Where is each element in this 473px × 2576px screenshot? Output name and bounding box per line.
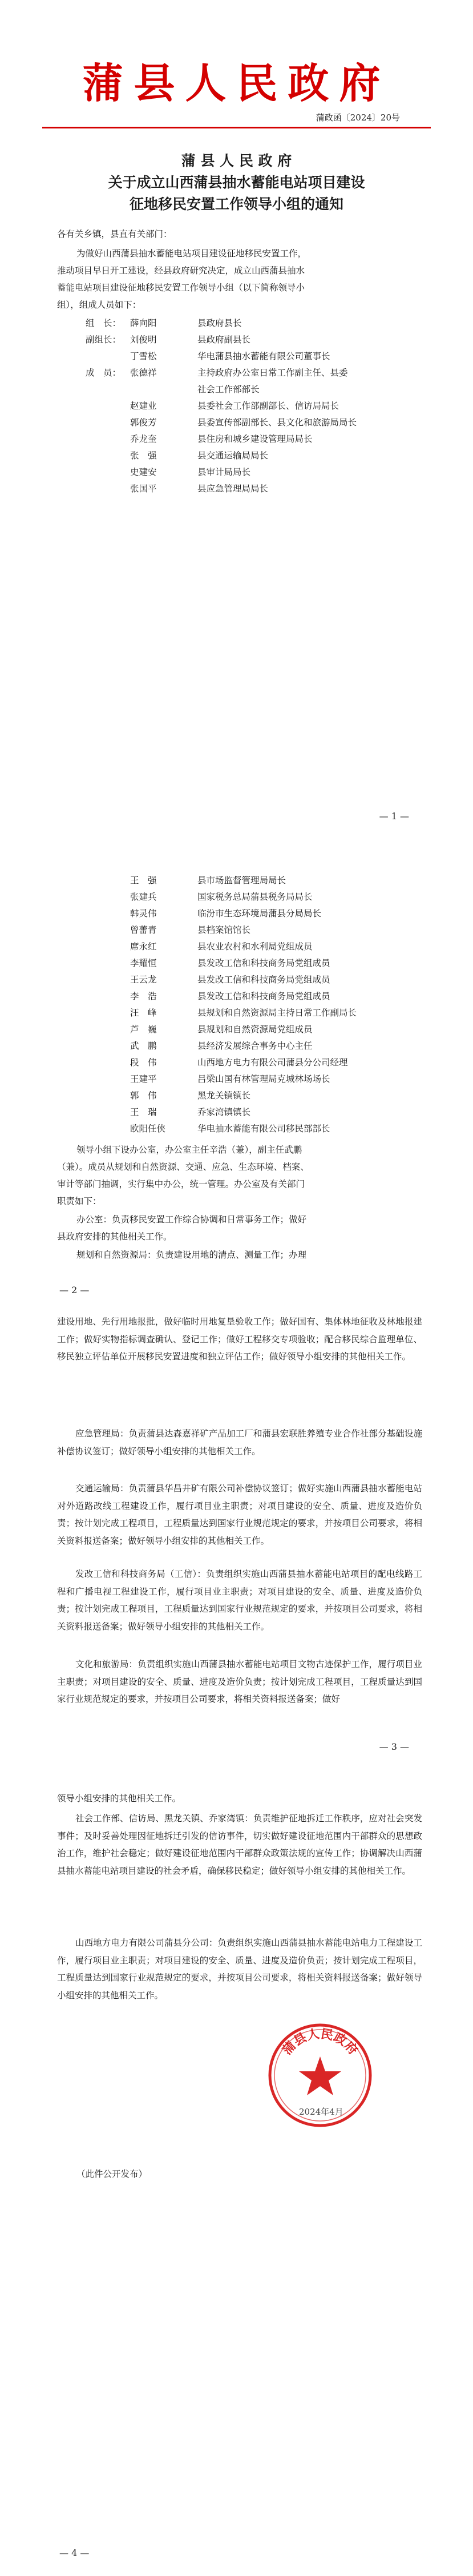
member-name: 丁雪松 xyxy=(130,351,157,361)
member-title: 县市场监督管理局局长 xyxy=(197,875,286,886)
page-2 xyxy=(0,862,473,1724)
member-name: 韩灵伟 xyxy=(130,908,157,919)
member-role: 成 员： xyxy=(86,368,122,378)
member-title: 县应急管理局局长 xyxy=(197,484,269,494)
member-name: 赵建业 xyxy=(130,401,157,411)
member-name: 武 鹏 xyxy=(130,1041,157,1051)
member-title: 县委宣传部副部长、县文化和旅游局局长 xyxy=(197,417,357,428)
issuer-header: 蒲县人民政府 xyxy=(82,59,391,107)
member-name: 李 浩 xyxy=(130,991,157,1001)
member-title: 县档案馆馆长 xyxy=(197,925,251,935)
paragraph: 建设用地、先行用地报批，做好临时用地复垦验收工作；做好国有、集体林地征收及林地报建工作；做好实物指标调查确认、登记工作；做好工程移交专项验收；配合移民综合监理单位、移民独立评估单位开展移民安置进度和独立评估工作；做好领导小组安排的其他相关工作。 xyxy=(57,1317,422,1362)
office-line: 领导小组下设办公室，办公室主任辛浩（兼），副主任武鹏 xyxy=(76,1145,302,1155)
office-line: 规划和自然资源局：负责建设用地的清点、测量工作；办理 xyxy=(76,1250,307,1260)
paragraph: 领导小组安排的其他相关工作。 xyxy=(57,1793,181,1804)
member-title: 县委社会工作部副部长、信访局局长 xyxy=(197,401,339,411)
member-name: 张国平 xyxy=(130,484,157,494)
member-title: 黑龙关镇镇长 xyxy=(197,1090,251,1101)
intro-line: 组），组成人员如下： xyxy=(57,300,142,310)
member-name: 王 瑞 xyxy=(130,1107,157,1117)
red-divider xyxy=(42,127,431,128)
member-title: 县农业农村和水利局党组成员 xyxy=(197,941,313,952)
member-name: 张建兵 xyxy=(130,892,157,902)
member-title: 华电蒲县抽水蓄能有限公司董事长 xyxy=(197,351,330,361)
paragraph: 发改工信和科技商务局（工信）：负责组织实施山西蒲县抽水蓄能电站项目的配电线路工程和广播电视工程建设工作，履行项目业主职责；对项目建设的安全、质量、进度及造价负责；按计划完成工程项目，工程质量达到国家行业规范规定的要求，并按项目公司要求，将相关资料报送备案；做好领导小组安排的其他相关工作。 xyxy=(57,1569,422,1632)
paragraph: 交通运输局：负责蒲县华昌井矿有限公司补偿协议签订；做好实施山西蒲县抽水蓄能电站对外道路改线工程建设工作，履行项目业主职责；对项目建设的安全、质量、进度及造价负责；按计划完成工程项目，工程质量达到国家行业规范规定的要求，并按项目公司要求，将相关资料报送备案；做好领导小组安排的其他相关工作。 xyxy=(57,1483,422,1546)
member-title: 县经济发展综合事务中心主任 xyxy=(197,1041,313,1051)
page-3 xyxy=(0,1724,473,2576)
addressee: 各有关乡镇，县直有关部门： xyxy=(57,229,172,239)
member-title: 县交通运输局局长 xyxy=(197,450,269,461)
member-title: 国家税务总局蒲县税务局局长 xyxy=(197,892,313,902)
seal-text: 蒲县人民政府 xyxy=(279,2026,361,2058)
office-line: 职责如下： xyxy=(57,1196,102,1206)
member-title: 临汾市生态环境局蒲县分局局长 xyxy=(197,908,322,919)
member-name: 薛向阳 xyxy=(130,318,157,328)
page-1 xyxy=(0,0,473,862)
intro-line: 为做好山西蒲县抽水蓄能电站项目建设征地移民安置工作， xyxy=(76,248,307,259)
paragraph: 应急管理局：负责蒲县达森嘉祥矿产品加工厂和蒲县宏联胜养殖专业合作社部分基础设施补偿协议签订；做好领导小组安排的其他相关工作。 xyxy=(57,1428,422,1456)
page-number: — 3 — xyxy=(379,1741,409,1752)
intro-line: 推动项目早日开工建设，经县政府研究决定，成立山西蒲县抽水 xyxy=(57,265,305,276)
page-number: — 2 — xyxy=(59,1285,90,1295)
member-title: 吕梁山国有林管理局克城林场场长 xyxy=(197,1074,330,1084)
member-title: 县政府县长 xyxy=(197,318,242,328)
member-title: 乔家湾镇镇长 xyxy=(197,1107,251,1117)
member-role: 副组长： xyxy=(86,335,122,345)
member-name: 张德祥 xyxy=(130,368,157,378)
member-title: 县发改工信和科技商务局党组成员 xyxy=(197,958,330,968)
member-title: 县发改工信和科技商务局党组成员 xyxy=(197,991,330,1001)
document-number: 蒲政函〔2024〕20号 xyxy=(316,112,400,123)
member-title: 县住房和城乡建设管理局局长 xyxy=(197,434,313,444)
paragraph: 文化和旅游局：负责组织实施山西蒲县抽水蓄能电站项目文物古迹保护工作，履行项目业主职责；对项目建设的安全、质量、进度及造价负责；按计划完成工程项目，工程质量达到国家行业规范规定的要求，并按项目公司要求，将相关资料报送备案；做好 xyxy=(57,1659,422,1704)
office-line: （兼）。成员从规划和自然资源、交通、应急、生态环境、档案、 xyxy=(57,1162,309,1172)
member-title: 县发改工信和科技商务局党组成员 xyxy=(197,975,330,985)
member-name: 芦 巍 xyxy=(130,1024,157,1035)
member-name: 李耀恒 xyxy=(130,958,157,968)
star-icon xyxy=(299,2056,341,2095)
member-name: 席永红 xyxy=(130,941,157,952)
member-title: 社会工作部部长 xyxy=(197,384,260,395)
member-role: 组 长： xyxy=(86,318,122,328)
member-name: 史建安 xyxy=(130,467,157,477)
member-name: 郭俊芳 xyxy=(130,417,157,428)
office-line: 办公室：负责移民安置工作综合协调和日常事务工作；做好 xyxy=(76,1214,307,1225)
member-name: 王云龙 xyxy=(130,975,157,985)
office-line: 县政府安排的其他相关工作。 xyxy=(57,1231,172,1242)
member-title: 华电抽水蓄能有限公司移民部部长 xyxy=(197,1124,330,1134)
intro-line: 蓄能电站项目建设征地移民安置工作领导小组（以下简称领导小 xyxy=(57,283,305,293)
member-name: 欧阳任侠 xyxy=(130,1124,166,1134)
publish-note: （此件公开发布） xyxy=(76,2169,148,2179)
member-title: 山西地方电力有限公司蒲县分公司经理 xyxy=(197,1057,348,1068)
paragraph: 社会工作部、信访局、黑龙关镇、乔家湾镇：负责维护征地拆迁工作秩序，应对社会突发事件；及时妥善处理因征地拆迁引发的信访事件，切实做好建设征地范围内干部群众的思想政治工作，维护社会稳定；做好建设征地范围内干部群众政策法规的宣传工作；协调解决山西蒲县抽水蓄能电站项目建设的社会矛盾，确保移民稳定；做好领导小组安排的其他相关工作。 xyxy=(57,1813,422,1876)
member-name: 乔龙奎 xyxy=(130,434,157,444)
title-line-3: 征地移民安置工作领导小组的通知 xyxy=(129,196,343,212)
member-title: 县审计局局长 xyxy=(197,467,251,477)
member-title: 县规划和自然资源局党组成员 xyxy=(197,1024,313,1035)
title-line-2: 关于成立山西蒲县抽水蓄能电站项目建设 xyxy=(108,174,365,191)
member-title: 县政府副县长 xyxy=(197,335,251,345)
member-name: 段 伟 xyxy=(130,1057,157,1068)
title-line-1: 蒲 县 人 民 政 府 xyxy=(181,152,292,169)
member-name: 张 强 xyxy=(130,450,157,461)
member-name: 郭 伟 xyxy=(130,1090,157,1101)
member-title: 县规划和自然资源局主持日常工作副局长 xyxy=(197,1008,357,1018)
svg-text:蒲县人民政府 xyxy=(280,2026,361,2058)
page-number: — 4 — xyxy=(59,2547,90,2558)
member-name: 汪 峰 xyxy=(130,1008,157,1018)
member-name: 刘俊明 xyxy=(130,335,157,345)
page-number: — 1 — xyxy=(379,811,409,822)
issue-date: 2024年4月 xyxy=(299,2107,343,2117)
paragraph: 山西地方电力有限公司蒲县分公司：负责组织实施山西蒲县抽水蓄能电站电力工程建设工作，履行项目业主职责；对项目建设的安全、质量、进度及造价负责；按计划完成工程项目，工程质量达到国家行业规范规定的要求，并按项目公司要求，将相关资料报送备案；做好领导小组安排的其他相关工作。 xyxy=(57,1938,422,2001)
member-title: 主持政府办公室日常工作副主任、县委 xyxy=(197,368,348,378)
member-name: 王 强 xyxy=(130,875,157,886)
member-name: 王建平 xyxy=(130,1074,157,1084)
office-line: 审计等部门抽调，实行集中办公，统一管理。办公室及有关部门 xyxy=(57,1179,305,1189)
member-name: 曾蕾青 xyxy=(130,925,157,935)
